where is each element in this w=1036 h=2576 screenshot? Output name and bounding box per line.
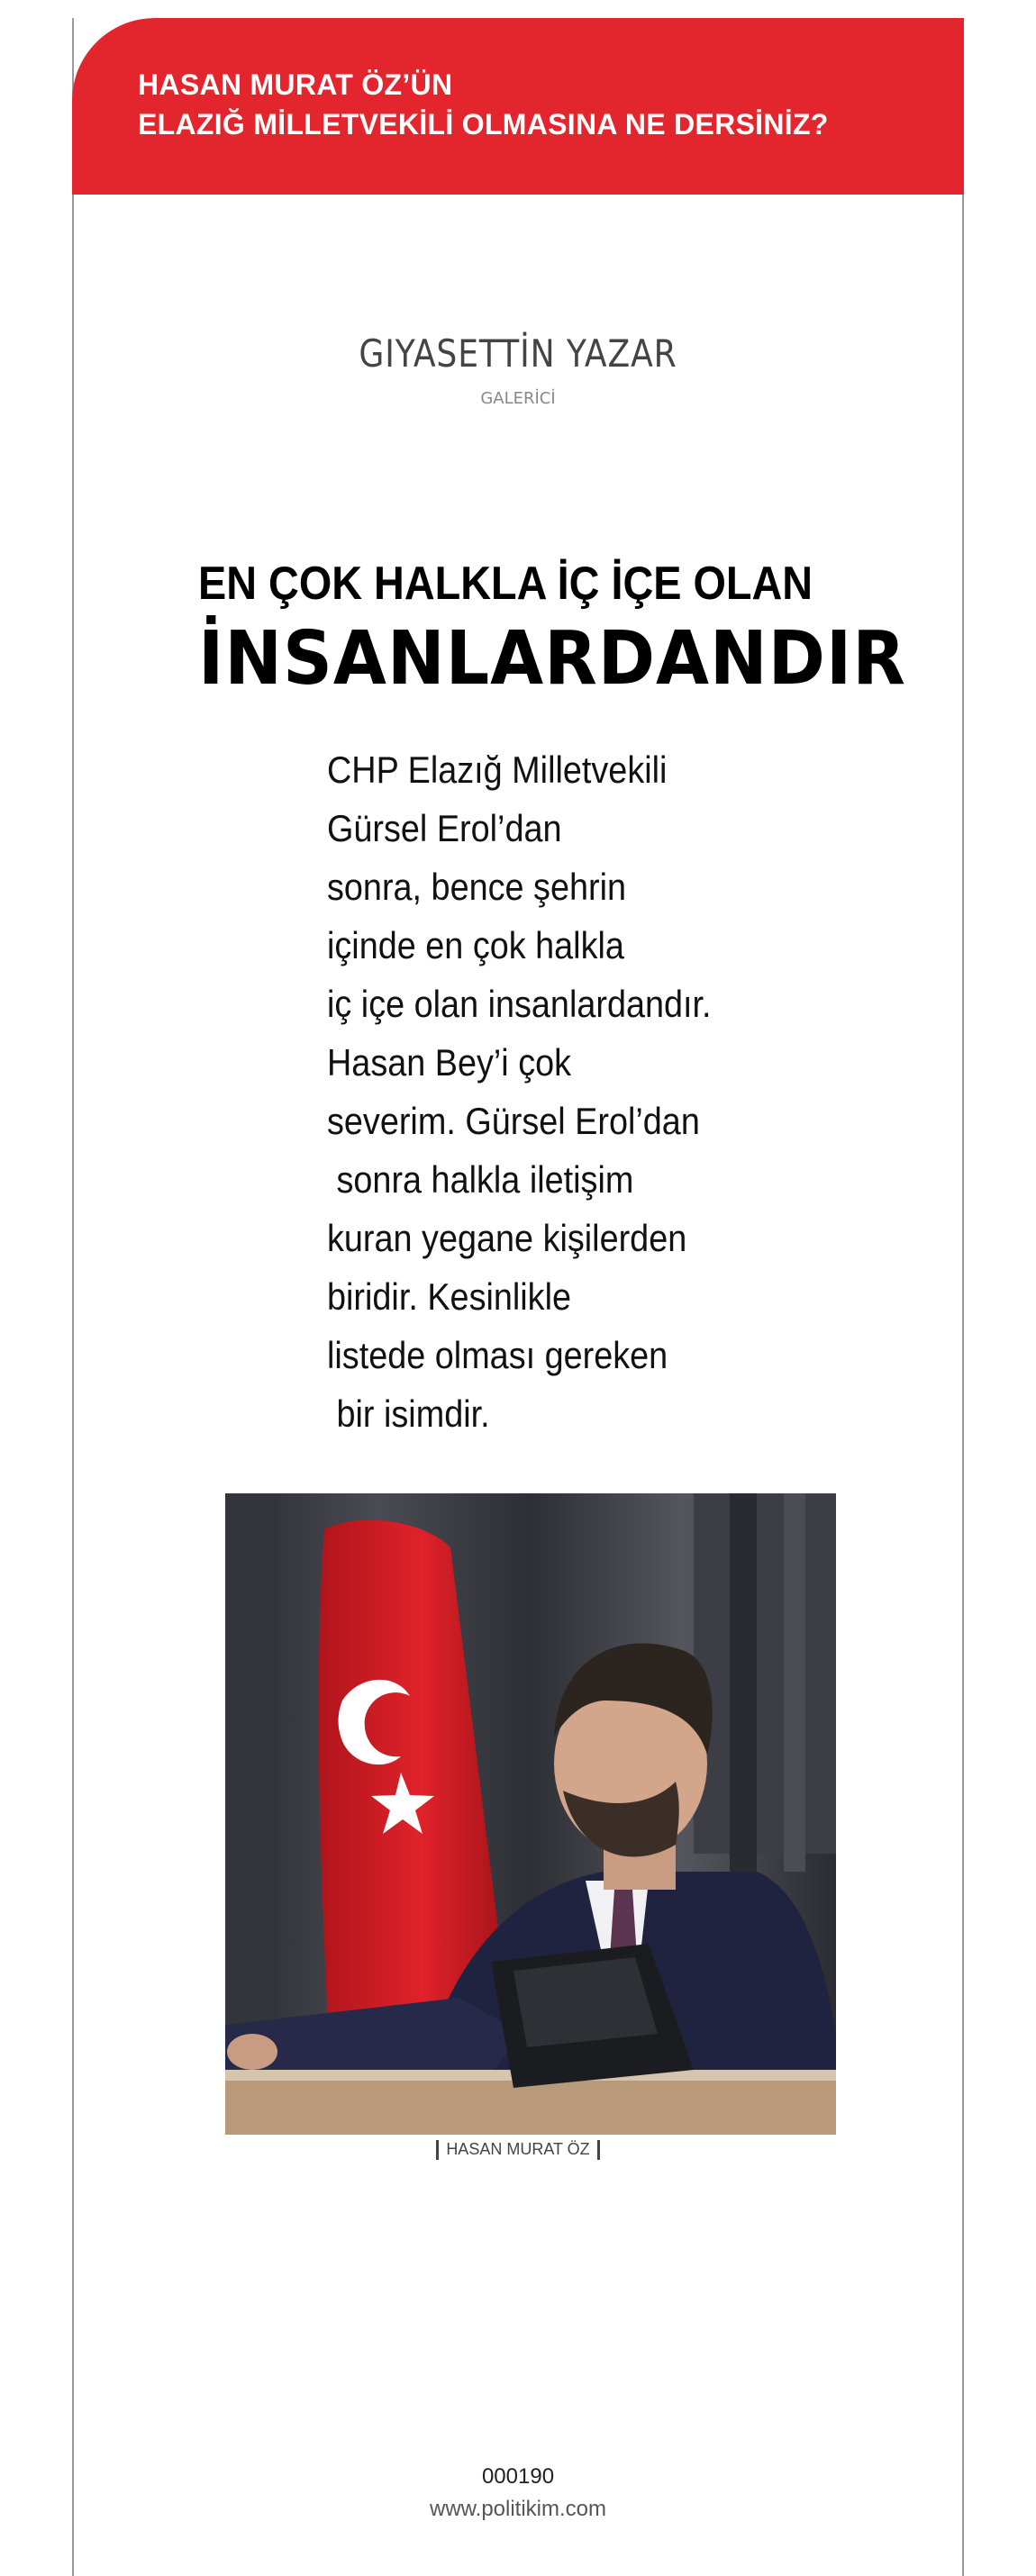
- header-title-line-1: HASAN MURAT ÖZ’ÜN: [138, 68, 453, 101]
- header-banner: [72, 18, 964, 195]
- caption-left-bar: [436, 2140, 439, 2160]
- body-line: biridir. Kesinlikle: [327, 1275, 572, 1318]
- body-line: sonra, bence şehrin: [327, 866, 627, 908]
- body-line: Gürsel Erol’dan: [327, 807, 562, 849]
- body-line: içinde en çok halkla: [327, 924, 624, 966]
- portrait-photo: [225, 1493, 836, 2135]
- caption-text: HASAN MURAT ÖZ: [446, 2140, 590, 2158]
- page-code: 000190: [481, 2464, 555, 2489]
- body-line: Hasan Bey’i çok: [327, 1041, 572, 1084]
- author-role: GALERİCİ: [480, 389, 556, 408]
- body-line: sonra halkla iletişim: [327, 1158, 634, 1201]
- body-text: [327, 740, 754, 1443]
- caption-right-bar: [597, 2140, 600, 2160]
- author-name: GIYASETTİN YAZAR: [359, 331, 677, 376]
- body-line: severim. Gürsel Erol’dan: [327, 1100, 700, 1142]
- portrait-illustration: [225, 1493, 836, 2135]
- body-line: CHP Elazığ Milletvekili: [327, 748, 668, 791]
- website-url[interactable]: www.politikim.com: [429, 2497, 607, 2521]
- body-line: bir isimdir.: [327, 1392, 490, 1435]
- headline-line-2: İNSANLARDANDIR: [198, 616, 906, 702]
- photo-caption: [0, 2140, 1036, 2160]
- body-line: iç içe olan insanlardandır.: [327, 983, 712, 1025]
- body-line: listede olması gereken: [327, 1334, 668, 1376]
- headline-line-1: EN ÇOK HALKLA İÇ İÇE OLAN: [198, 558, 813, 610]
- header-title-line-2: ELAZIĞ MİLLETVEKİLİ OLMASINA NE DERSİNİZ?: [138, 108, 829, 141]
- body-line: kuran yegane kişilerden: [327, 1217, 687, 1259]
